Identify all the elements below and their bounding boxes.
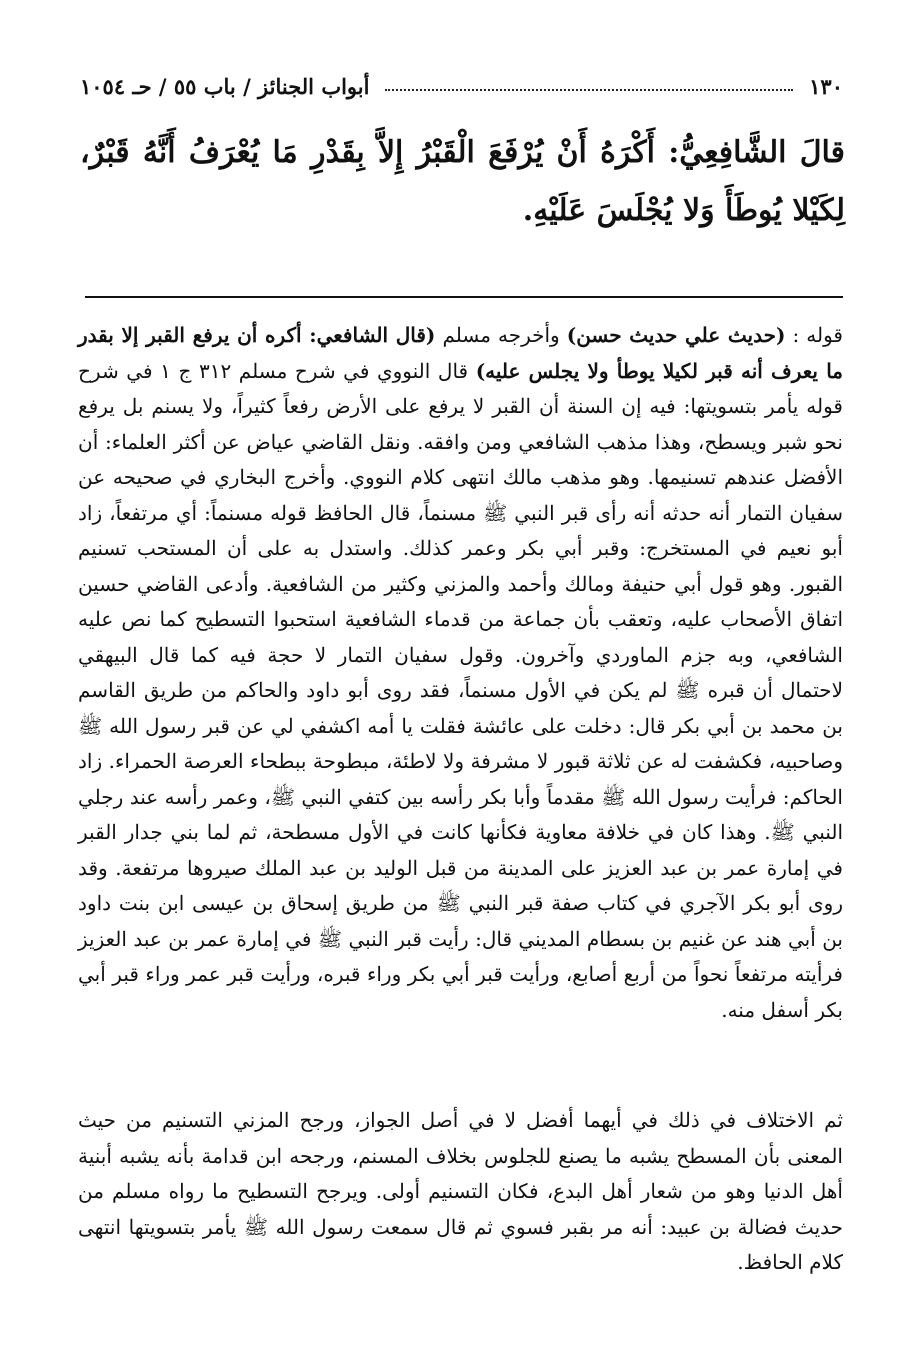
running-header (80, 68, 843, 104)
page-number: ١٣٠ (809, 73, 843, 99)
footnote-paragraph-1 (78, 318, 843, 1028)
footnote-quote-hadith: (حديث علي حديث حسن) (566, 323, 786, 347)
footnote-paragraph-2: ثم الاختلاف في ذلك في أيهما أفضل لا في أصل الجواز، ورجح المزني التسنيم من حيث المعنى بأن المسطح يشبه ما يصنع للجلوس بخلاف المسنم، ورجحه ابن قدامة بأنه يشبه أبنية أهل الدنيا وهو من شعار أهل البدع، فكان التسنيم أولى. ويرجح التسطيح ما رواه مسلم من حديث فضالة بن عبيد: أنه مر بقبر فسوي ثم قال سمعت رسول الله ﷺ يأمر بتسويتها انتهى كلام الحافظ. (78, 1108, 843, 1274)
footnote-quote-shafii: (قال الشافعي: أكره أن يرفع القبر إلا بقدر ما يعرف أنه قبر لكيلا يوطأ ولا يجلس عليه) (78, 323, 843, 383)
footnote-mid: وأخرجه مسلم (435, 323, 567, 347)
main-text: قالَ الشَّافِعِيُّ: أَكْرَهُ أَنْ يُرْفَعَ الْقَبْرُ إِلاَّ بِقَدْرِ مَا يُعْرَفُ أَنَّهُ قَبْرٌ، لِكَيْلا يُوطَأَ وَلا يُجْلَسَ عَلَيْهِ. (80, 135, 845, 228)
footnote-body: قال النووي في شرح مسلم ٣١٢ ج ١ في شرح قوله يأمر بتسويتها: فيه إن السنة أن القبر لا يرفع على الأرض رفعاً كثيراً، ولا يسنم بل يرفع نحو شبر ويسطح، وهذا مذهب الشافعي ومن وافقه. ونقل القاضي عياض عن أكثر العلماء: أن الأفضل عندهم تسنيمها. وهو مذهب مالك انتهى كلام النووي. وأخرج البخاري في صحيحه عن سفيان التمار أنه حدثه أنه رأى قبر النبي ﷺ مسنماً، قال الحافظ قوله مسنماً: أي مرتفعاً، زاد أبو نعيم في المستخرج: وقبر أبي بكر وعمر كذلك. واستدل به على أن المستحب تسنيم القبور. وهو قول أبي حنيفة ومالك وأحمد والمزني وكثير من الشافعية. وأدعى القاضي حسين اتفاق الأصحاب عليه، وتعقب بأن جماعة من قدماء الشافعية استحبوا التسطيح كما نص عليه الشافعي، وبه جزم الماوردي وآخرون. وقول سفيان التمار لا حجة فيه كما قال البيهقي لاحتمال أن قبره ﷺ لم يكن في الأول مسنماً، فقد روى أبو داود والحاكم من طريق القاسم بن محمد بن أبي بكر قال: دخلت على عائشة فقلت يا أمه اكشفي لي عن قبر رسول الله ﷺ وصاحبيه، فكشفت له عن ثلاثة قبور لا مشرفة ولا لاطئة، مبطوحة ببطحاء العرصة الحمراء. زاد الحاكم: فرأيت رسول الله ﷺ مقدماً وأبا بكر رأسه بين كتفي النبي ﷺ، وعمر رأسه عند رجلي النبي ﷺ. وهذا كان في خلافة معاوية فكأنها كانت في الأول مسطحة، ثم لما بني جدار القبر في إمارة عمر بن عبد العزيز على المدينة من قبل الوليد بن عبد الملك صيروها مرتفعة. وقد روى أبو بكر الآجري في كتاب صفة قبر النبي ﷺ من طريق إسحاق بن عيسى ابن بنت داود بن أبي هند عن غنيم بن بسطام المديني قال: رأيت قبر النبي ﷺ في إمارة عمر بن عبد العزيز فرأيته مرتفعاً نحواً من أربع أصابع، ورأيت قبر أبي بكر وراء قبره، ورأيت قبر عمر وراء قبر أبي بكر أسفل منه. (78, 358, 843, 1022)
header-dotted-leader (385, 89, 793, 91)
chapter-title: أبواب الجنائز / باب ٥٥ / حـ ١٠٥٤ (80, 73, 370, 99)
footnote-separator (85, 296, 843, 298)
footnote-lead: قوله : (785, 323, 843, 347)
